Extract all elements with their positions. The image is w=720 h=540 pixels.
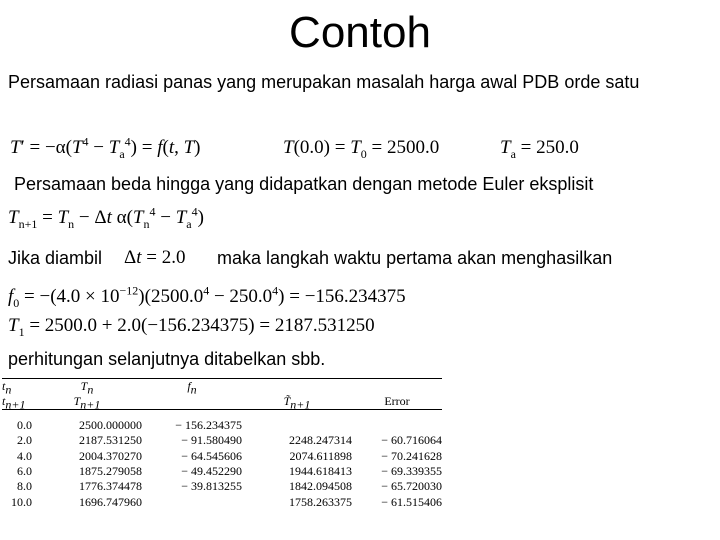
- cell: 4.0: [17, 448, 32, 463]
- results-table: [2, 378, 442, 510]
- cell: 1758.263375: [289, 494, 352, 509]
- cell: 8.0: [17, 479, 32, 494]
- table-caption: perhitungan selanjutnya ditabelkan sbb.: [8, 349, 326, 369]
- table-row: [2, 464, 442, 479]
- header-error: Error: [384, 394, 410, 408]
- ambient-temperature: $T_a = 250.0$: [500, 137, 579, 161]
- f0-equation: $f_0 = -(4.0 \times 10^{-12})(2500.0^4 - 250.0^4) = -156.234375$: [8, 283, 406, 310]
- t1-equation: $T_1 = 2500.0 + 2.0(-156.234375) = 2187.531250$: [8, 315, 375, 339]
- header-tn1: $t_{n+1}$: [2, 394, 26, 412]
- header-tn: $t_n$: [2, 379, 12, 397]
- euler-equation: $T_{n+1} = T_n - \Delta t$ $\alpha(T_n^4 - T_a^4)$: [8, 204, 204, 231]
- time-step-value: Δt = 2.0: [124, 247, 186, 268]
- cell: 2074.611898: [289, 448, 352, 463]
- cell: 1776.374478: [79, 479, 142, 494]
- intro-paragraph: Persamaan radiasi panas yang merupakan masalah harga awal PDB orde satu: [8, 72, 640, 92]
- cell: 2187.531250: [79, 433, 142, 448]
- table-row: [2, 418, 442, 433]
- cell: 1696.747960: [79, 494, 142, 509]
- table-row: [2, 449, 442, 464]
- cell: − 39.813255: [181, 479, 242, 494]
- cell: − 60.716064: [381, 433, 442, 448]
- table-row: [2, 433, 442, 448]
- cell: [242, 418, 352, 433]
- cell: 2500.000000: [79, 418, 142, 433]
- cell: 2248.247314: [289, 433, 352, 448]
- cell: − 91.580490: [181, 433, 242, 448]
- cell: [352, 418, 442, 433]
- difference-equation-caption: Persamaan beda hingga yang didapatkan dengan metode Euler eksplisit: [14, 174, 594, 194]
- cell: 1842.094508: [289, 479, 352, 494]
- header-fn: $f_n$: [187, 379, 197, 397]
- header-Tn: $T_n$: [80, 379, 94, 397]
- table-row: [2, 479, 442, 494]
- table-header-row-bottom: [2, 394, 442, 410]
- cell: − 69.339355: [381, 464, 442, 479]
- slide-title: Contoh: [289, 8, 431, 57]
- cell: − 61.515406: [381, 494, 442, 509]
- header-Ttilde: $T̃_{n+1}$: [283, 394, 311, 412]
- cell: 2004.370270: [79, 448, 142, 463]
- table-row: [2, 494, 442, 509]
- table-header-row-top: [2, 379, 442, 395]
- cell: 10.0: [11, 494, 32, 509]
- cell: − 64.545606: [181, 448, 242, 463]
- ode-equation: $T' = -\alpha(T^4 - T_a^4) = f(t$, T): [10, 134, 201, 161]
- cell: 6.0: [17, 464, 32, 479]
- cell: − 156.234375: [175, 418, 242, 433]
- cell: 2.0: [17, 433, 32, 448]
- step-suffix: maka langkah waktu pertama akan menghasilkan: [217, 248, 613, 268]
- initial-condition: $T(0.0) = T_0 = 2500.0$: [283, 137, 440, 161]
- cell: 0.0: [17, 418, 32, 433]
- cell: 1875.279058: [79, 464, 142, 479]
- cell: − 70.241628: [381, 448, 442, 463]
- step-prefix: Jika diambil: [8, 248, 103, 268]
- cell: 1944.618413: [289, 464, 352, 479]
- cell: [142, 494, 242, 509]
- cell: − 65.720030: [381, 479, 442, 494]
- cell: − 49.452290: [181, 464, 242, 479]
- header-Tn1: $T_{n+1}$: [73, 394, 101, 412]
